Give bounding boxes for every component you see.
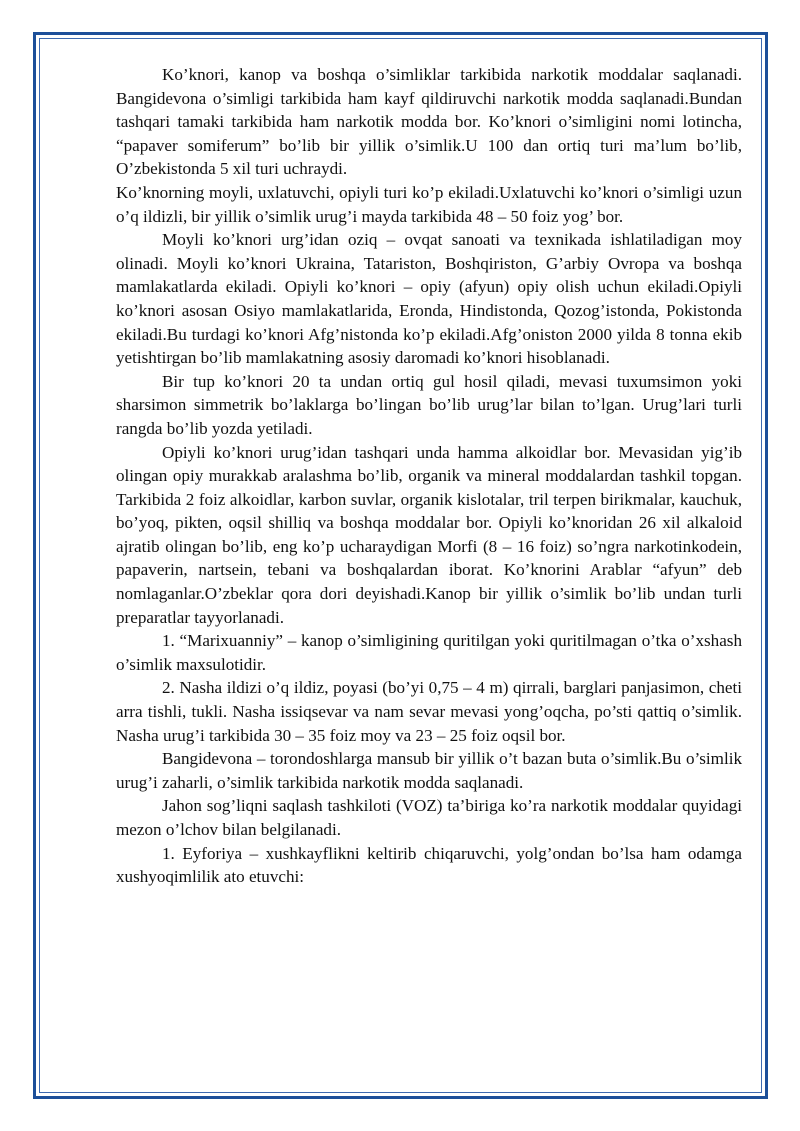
- document-body: [116, 63, 742, 889]
- list-item-nasha: 2. Nasha ildizi o’q ildiz, poyasi (bo’yi 0,75 – 4 m) qirrali, barglari panjasimon, cheti arra tishli, tukli. Nasha issiqsevar va nam sevar mevasi yong’oqcha, po’sti qattiq o’simlik. Nasha urug’i tarkibida 30 – 35 foiz moy va 23 – 25 foiz oqsil bor.: [116, 678, 742, 745]
- paragraph-flower: Bir tup ko’knori 20 ta undan ortiq gul hosil qiladi, mevasi tuxumsimon yoki sharsimon simmetrik bo’laklarga bo’lingan bo’lib urug’lar bilan to’lgan. Urug’lari turli rangda bo’lib yozda yetiladi.: [116, 371, 742, 438]
- paragraph-bangidevona: Bangidevona – torondoshlarga mansub bir yillik o’t bazan buta o’simlik.Bu o’simlik urug’i zaharli, o’simlik tarkibida narkotik modda saqlanadi.: [116, 749, 742, 792]
- list-item-euphoria: 1. Eyforiya – xushkayflikni keltirib chiqaruvchi, yolg’ondan bo’lsa ham odamga xushyoqimlilik ato etuvchi:: [116, 843, 742, 887]
- paragraph-who-criteria: Jahon sog’liqni saqlash tashkiloti (VOZ) ta’biriga ko’ra narkotik moddalar quyidagi mezon o’lchov bilan belgilanadi.: [116, 796, 742, 839]
- paragraph-intro: Ko’knori, kanop va boshqa o’simliklar tarkibida narkotik moddalar saqlanadi. Bangidevona o’simligi tarkibida ham kayf qildiruvchi narkotik modda saqlanadi.Bundan tashqari tamaki tarkibida ham narkotik modda bor. Ko’knori o’simligini nomi lotincha, “papaver somiferum” bo’lib bir yillik o’simlik.U 100 dan ortiq turi ma’lum bo’lib, O’zbekistonda 5 xil turi uchraydi.: [116, 65, 742, 179]
- list-item-marijuana: 1. “Marixuanniy” – kanop o’simligining quritilgan yoki quritilmagan o’tka o’xshash o’simlik maxsulotidir.: [116, 631, 742, 674]
- paragraph-opium-composition: Opiyli ko’knori urug’idan tashqari unda hamma alkoidlar bor. Mevasidan yig’ib olingan opiy murakkab aralashma bo’lib, organik va mineral moddalardan tashkil topgan. Tarkibida 2 foiz alkoidlar, karbon suvlar, organik kislotalar, tril terpen birikmalar, kauchuk, bo’yoq, pikten, oqsil shilliq va boshqa moddalar bor. Opiyli ko’knoridan 26 xil alkaloid ajratib olingan bo’lib, eng ko’p ucharaydigan Morfi (8 – 16 foiz) so’ngra narkotinkodein, papaverin, nartsein, tebani va boshqalardan iborat. Ko’knorini Arablar “afyun” deb nomlaganlar.O’zbeklar qora dori deyishadi.Kanop bir yillik o’simlik bo’lib undan turli preparatlar tayyorlanadi.: [116, 442, 742, 627]
- paragraph-oil-poppy: Moyli ko’knori urg’idan oziq – ovqat sanoati va texnikada ishlatiladigan moy olinadi. Moyli ko’knori Ukraina, Tatariston, Boshqiriston, G’arbiy Ovropa va boshqa mamlakatlarda ekiladi. Opiyli ko’knori – opiy (afyun) opiy olish uchun ekiladi.Opiyli ko’knori asosan Osiyo mamlakatlarida, Eronda, Hindistonda, Qozog’istonda, Pokistonda ekiladi.Bu turdagi ko’knori Afg’nistonda ko’p ekiladi.Afg’oniston 2000 yilda 8 tonna ekib yetishtirgan bo’lib mamlakatning asosiy daromadi ko’knori hisoblanadi.: [116, 230, 742, 368]
- paragraph-koknori-types: Ko’knorning moyli, uxlatuvchi, opiyli turi ko’p ekiladi.Uxlatuvchi ko’knori o’simligi uzun o’q ildizli, bir yillik o’simlik urug’i mayda tarkibida 48 – 50 foiz yog’ bor.: [116, 182, 742, 226]
